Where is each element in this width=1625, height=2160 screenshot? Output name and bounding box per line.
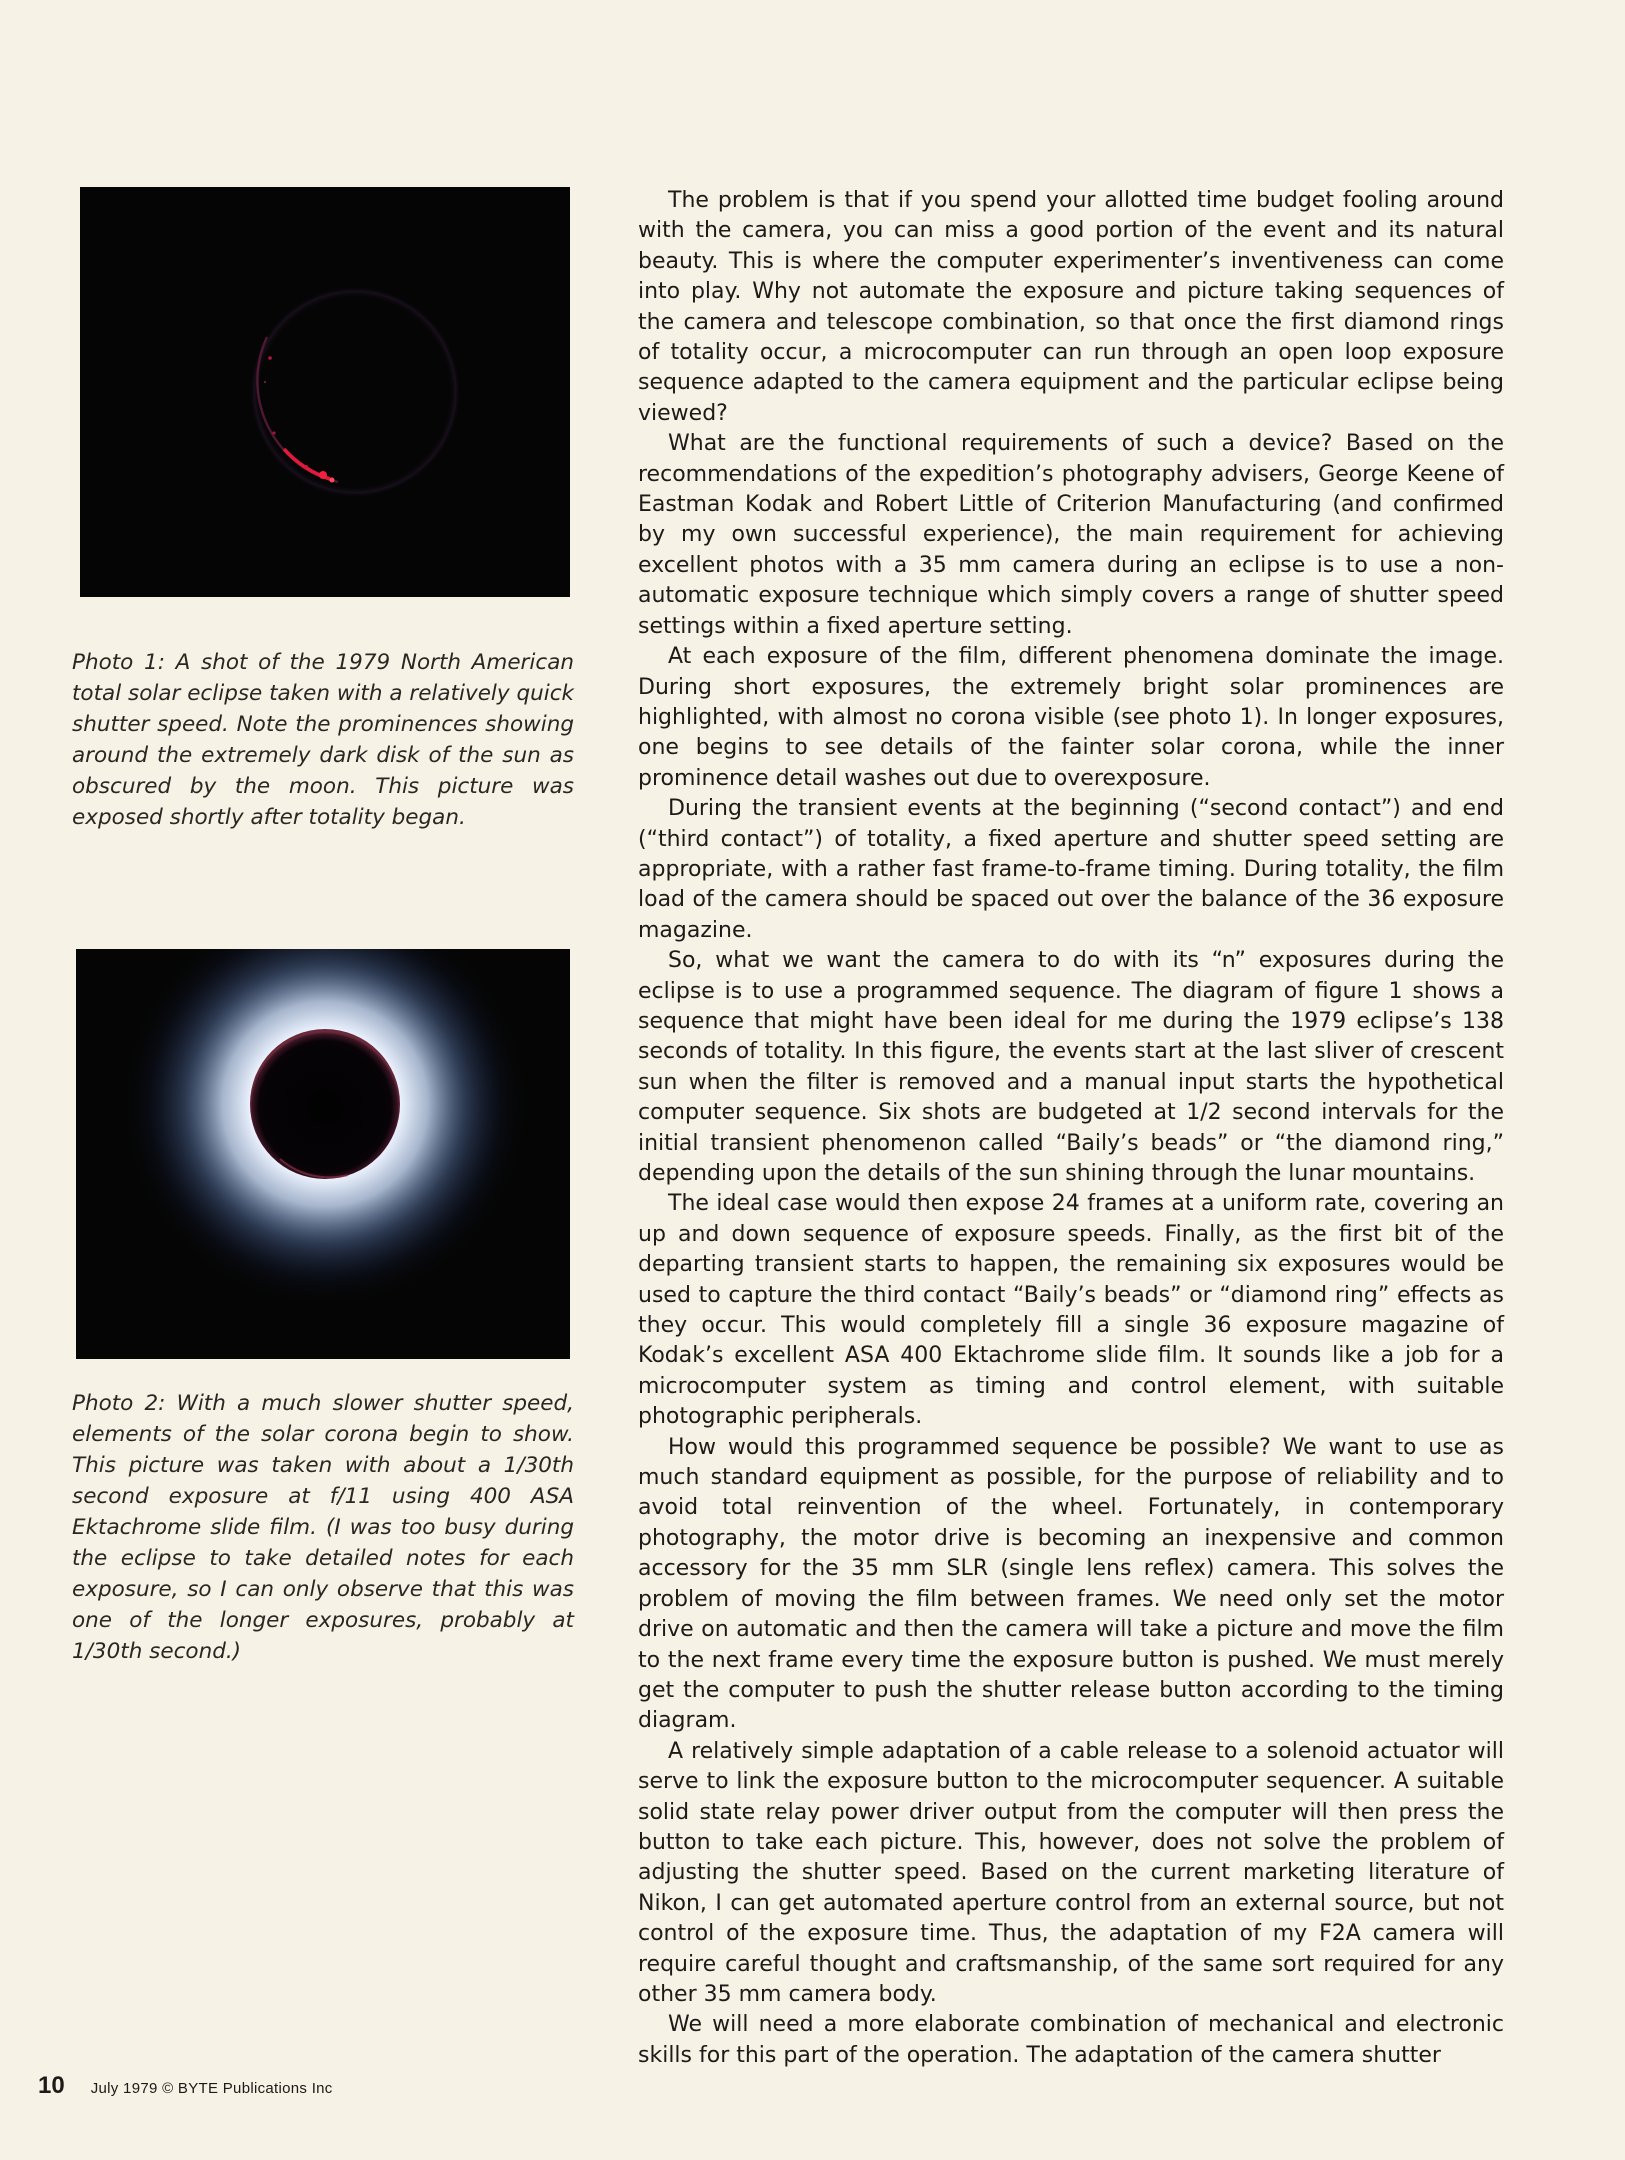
body-paragraph: How would this programmed sequence be possible? We want to use as much standard equipment as possible, for the purpose of reliability and to avoid total reinvention of the wheel. Fortunately, in contemporary photography, the motor drive is becoming an inexpensive and common accessory for the 35 mm SLR (single lens reflex) camera. This solves the problem of moving the film between frames. We need only set the motor drive on automatic and then the camera will take a picture and move the film to the next frame every time the exposure button is pushed. We must merely get the computer to push the shutter release button according to the timing diagram. (638, 1434, 1504, 1734)
page-footer (38, 2072, 333, 2100)
body-paragraph: The ideal case would then expose 24 frames at a uniform rate, covering an up and down sequence of exposure speeds. Finally, as the first bit of the departing transient starts to happen, the remaining six exposures would be used to capture the third contact “Baily’s beads” or “diamond ring” effects as they occur. This would completely fill a single 36 exposure magazine of Kodak’s excellent ASA 400 Ektachrome slide film. It sounds like a job for a microcomputer system as timing and control element, with suitable photographic peripherals. (638, 1191, 1504, 1430)
body-paragraph: The problem is that if you spend your allotted time budget fooling around with the camera, you can miss a good portion of the event and its natural beauty. This is where the computer experimenter’s inventiveness can come into play. Why not automate the exposure and picture taking sequences of the camera and telescope combination, so that once the first diamond rings of totality occur, a microcomputer can run through an open loop exposure sequence adapted to the camera equipment and the particular eclipse being viewed? (638, 188, 1504, 426)
publication-line: July 1979 © BYTE Publications Inc (90, 2080, 333, 2097)
photo-2-caption: Photo 2: With a much slower shutter speed, elements of the solar corona begin to show. This picture was taken with about a 1/30th second exposure at f/11 using 400 ASA Ektachrome slide film. (I was too busy during the eclipse to take detailed notes for each exposure, so I can only observe that this was one of the longer exposures, probably at 1/30th second.) (72, 1391, 574, 1664)
article-body (638, 186, 1504, 2071)
body-paragraph: We will need a more elaborate combination of mechanical and electronic skills for this part of the operation. The adaptation of the camera shutter (638, 2012, 1504, 2068)
page-number: 10 (38, 2072, 65, 2099)
eclipse-photo-2 (76, 949, 570, 1359)
eclipse-corona-image (76, 949, 570, 1359)
body-paragraph: During the transient events at the beginning (“second contact”) and end (“third contact”) of totality, a fixed aperture and shutter speed setting are appropriate, with a rather fast frame-to-frame timing. During totality, the film load of the camera should be spaced out over the balance of the 36 exposure magazine. (638, 796, 1504, 943)
body-paragraph: A relatively simple adaptation of a cable release to a solenoid actuator will serve to link the exposure button to the microcomputer sequencer. A suitable solid state relay power driver output from the computer will then press the button to take each picture. This, however, does not solve the problem of adjusting the shutter speed. Based on the current marketing literature of Nikon, I can get automated aperture control from an external source, but not control of the exposure time. Thus, the adaptation of my F2A camera will require careful thought and craftsmanship, of the same sort required for any other 35 mm camera body. (638, 1738, 1504, 2007)
body-paragraph: So, what we want the camera to do with its “n” exposures during the eclipse is to use a programmed sequence. The diagram of figure 1 shows a sequence that might have been ideal for me during the 1979 eclipse’s 138 seconds of totality. In this figure, the events start at the last sliver of crescent sun when the filter is removed and a manual input starts the hypothetical computer sequence. Six shots are budgeted at 1/2 second intervals for the initial transient phenomenon called “Baily’s beads” or “the diamond ring,” depending upon the details of the sun shining through the lunar mountains. (638, 948, 1504, 1186)
eclipse-photo-1 (80, 187, 570, 597)
body-paragraph: At each exposure of the film, different phenomena dominate the image. During short exposures, the extremely bright solar prominences are highlighted, with almost no corona visible (see photo 1). In longer exposures, one begins to see details of the fainter solar corona, while the inner prominence detail washes out due to overexposure. (638, 644, 1504, 791)
body-paragraph: What are the functional requirements of such a device? Based on the recommendations of the expedition’s photography advisers, George Keene of Eastman Kodak and Robert Little of Criterion Manufacturing (and confirmed by my own successful experience), the main requirement for achieving excellent photos with a 35 mm camera during an eclipse is to use a non-automatic exposure technique which simply covers a range of shutter speed settings within a fixed aperture setting. (638, 431, 1504, 639)
eclipse-prominences-image (80, 187, 570, 597)
photo-1-caption: Photo 1: A shot of the 1979 North American total solar eclipse taken with a relatively quick shutter speed. Note the prominences showing around the extremely dark disk of the sun as obscured by the moon. This picture was exposed shortly after totality began. (72, 650, 574, 830)
